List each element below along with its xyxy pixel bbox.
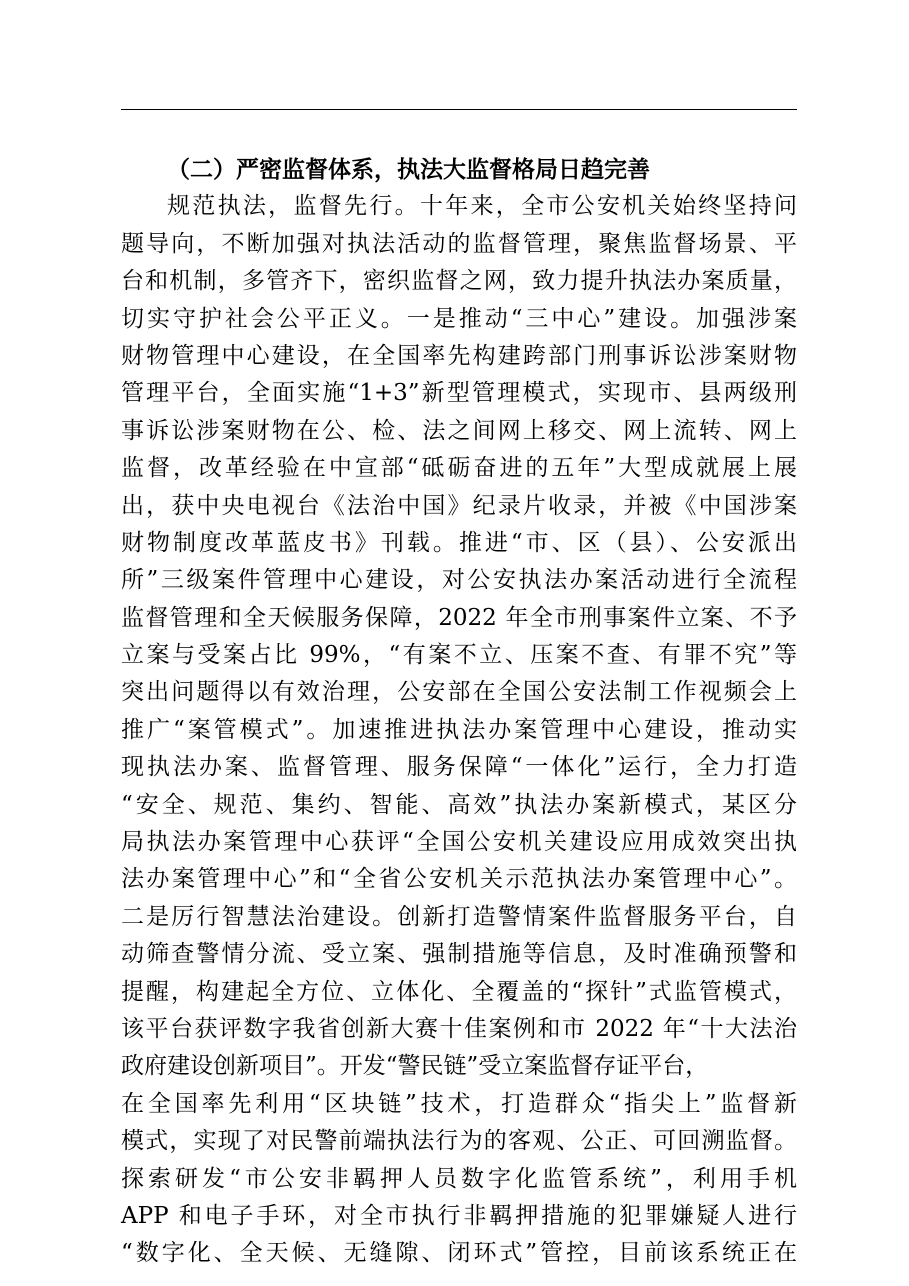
body-line: 动筛查警情分流、受立案、强制措施等信息，及时准确预警和	[121, 941, 797, 968]
section-heading: （二）严密监督体系，执法大监督格局日趋完善	[167, 156, 650, 183]
body-line: “安全、规范、集约、智能、高效”执法办案新模式，某区分	[121, 791, 797, 818]
body-line: “数字化、全天候、无缝隙、闭环式”管控，目前该系统正在	[121, 1240, 797, 1267]
body-line: 切实守护社会公平正义。一是推动“三中心”建设。加强涉案	[121, 305, 797, 332]
header-rule	[121, 109, 797, 110]
body-line: 规范执法，监督先行。十年来，全市公安机关始终坚持问	[167, 193, 797, 220]
body-line: APP 和电子手环，对全市执行非羁押措施的犯罪嫌疑人进行	[121, 1202, 797, 1229]
document-body	[121, 151, 797, 1273]
body-line: 监督，改革经验在中宣部“砥砺奋进的五年”大型成就展上展	[121, 455, 797, 482]
body-line: 突出问题得以有效治理，公安部在全国公安法制工作视频会上	[121, 679, 797, 706]
body-line: 所”三级案件管理中心建设，对公安执法办案活动进行全流程	[121, 567, 797, 594]
body-line: 二是厉行智慧法治建设。创新打造警情案件监督服务平台，自	[121, 903, 797, 930]
body-line: 出，获中央电视台《法治中国》纪录片收录，并被《中国涉案	[121, 492, 797, 519]
body-line: 财物制度改革蓝皮书》刊载。推进“市、区（县）、公安派出	[121, 529, 797, 556]
body-line: 探索研发“市公安非羁押人员数字化监管系统”，利用手机	[121, 1165, 797, 1192]
body-line: 政府建设创新项目”。开发“警民链”受立案监督存证平台，	[121, 1053, 709, 1080]
body-line: 事诉讼涉案财物在公、检、法之间网上移交、网上流转、网上	[121, 417, 797, 444]
body-line: 该平台获评数字我省创新大赛十佳案例和市 2022 年“十大法治	[121, 1015, 797, 1042]
body-line: 现执法办案、监督管理、服务保障“一体化”运行，全力打造	[121, 754, 797, 781]
body-line: 立案与受案占比 99%，“有案不立、压案不查、有罪不究”等	[121, 642, 797, 669]
body-line: 推广“案管模式”。加速推进执法办案管理中心建设，推动实	[121, 716, 797, 743]
body-line: 台和机制，多管齐下，密织监督之网，致力提升执法办案质量，	[121, 268, 797, 295]
body-line: 财物管理中心建设，在全国率先构建跨部门刑事诉讼涉案财物	[121, 342, 797, 369]
body-line: 在全国率先利用“区块链”技术，打造群众“指尖上”监督新	[121, 1090, 797, 1117]
body-line: 题导向，不断加强对执法活动的监督管理，聚焦监督场景、平	[121, 230, 797, 257]
body-line: 管理平台，全面实施“1+3”新型管理模式，实现市、县两级刑	[121, 380, 797, 407]
body-line: 监督管理和全天候服务保障，2022 年全市刑事案件立案、不予	[121, 604, 797, 631]
body-line: 模式，实现了对民警前端执法行为的客观、公正、可回溯监督。	[121, 1128, 797, 1155]
body-line: 法办案管理中心”和“全省公安机关示范执法办案管理中心”。	[121, 866, 797, 893]
body-line: 局执法办案管理中心获评“全国公安机关建设应用成效突出执	[121, 829, 797, 856]
body-line: 提醒，构建起全方位、立体化、全覆盖的“探针”式监管模式，	[121, 978, 797, 1005]
